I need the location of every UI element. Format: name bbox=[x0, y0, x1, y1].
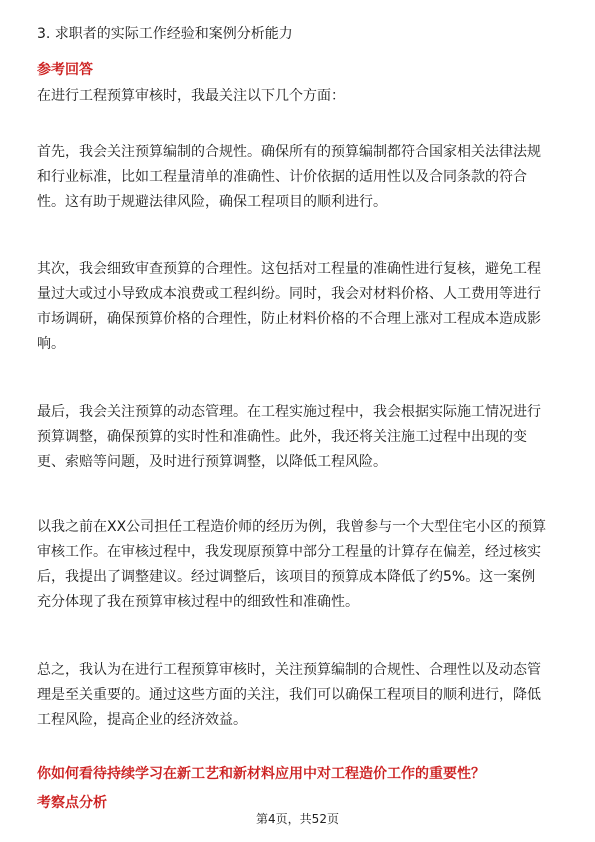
analysis-label: 考察点分析 bbox=[37, 795, 107, 811]
paragraph-summary bbox=[37, 658, 559, 733]
next-question: 你如何看待持续学习在新工艺和新材料应用中对工程造价工作的重要性？ bbox=[37, 766, 485, 782]
paragraph-line: 充分体现了我在预算审核过程中的细致性和准确性。 bbox=[37, 594, 359, 610]
paragraph-line: 响。 bbox=[37, 336, 65, 352]
paragraph-line: 预算调整，确保预算的实时性和准确性。此外，我还将关注施工过程中出现的变 bbox=[37, 429, 527, 445]
paragraph-line: 总之，我认为在进行工程预算审核时，关注预算编制的合规性、合理性以及动态管 bbox=[37, 662, 541, 678]
paragraph-line: 和行业标准，比如工程量清单的准确性、计价依据的适用性以及合同条款的符合 bbox=[37, 169, 527, 185]
paragraph-line: 量过大或过小导致成本浪费或工程纠纷。同时，我会对材料价格、人工费用等进行 bbox=[37, 286, 541, 302]
paragraph-line: 市场调研，确保预算价格的合理性，防止材料价格的不合理上涨对工程成本造成影 bbox=[37, 311, 541, 327]
section-heading: 3. 求职者的实际工作经验和案例分析能力 bbox=[37, 26, 293, 42]
paragraph-case-study bbox=[37, 515, 559, 615]
paragraph-line: 审核工作。在审核过程中，我发现原预算中部分工程量的计算存在偏差，经过核实 bbox=[37, 544, 541, 560]
paragraph-line: 首先，我会关注预算编制的合规性。确保所有的预算编制都符合国家相关法律法规 bbox=[37, 144, 541, 160]
paragraph-line: 以我之前在XX公司担任工程造价师的经历为例，我曾参与一个大型住宅小区的预算 bbox=[37, 519, 547, 535]
paragraph-dynamic-management bbox=[37, 400, 559, 475]
page-number: 第4页，共52页 bbox=[256, 812, 339, 826]
paragraph-line: 理是至关重要的。通过这些方面的关注，我们可以确保工程项目的顺利进行，降低 bbox=[37, 687, 541, 703]
paragraph-line: 更、索赔等问题，及时进行预算调整，以降低工程风险。 bbox=[37, 454, 387, 470]
intro-text: 在进行工程预算审核时，我最关注以下几个方面： bbox=[37, 88, 345, 104]
paragraph-compliance bbox=[37, 140, 559, 215]
answer-label: 参考回答 bbox=[37, 62, 93, 78]
paragraph-line: 最后，我会关注预算的动态管理。在工程实施过程中，我会根据实际施工情况进行 bbox=[37, 404, 541, 420]
paragraph-line: 后，我提出了调整建议。经过调整后，该项目的预算成本降低了约5%。这一案例 bbox=[37, 569, 536, 585]
paragraph-line: 性。这有助于规避法律风险，确保工程项目的顺利进行。 bbox=[37, 194, 387, 210]
paragraph-line: 工程风险，提高企业的经济效益。 bbox=[37, 712, 247, 728]
paragraph-line: 其次，我会细致审查预算的合理性。这包括对工程量的准确性进行复核，避免工程 bbox=[37, 261, 541, 277]
paragraph-rationality bbox=[37, 257, 559, 357]
